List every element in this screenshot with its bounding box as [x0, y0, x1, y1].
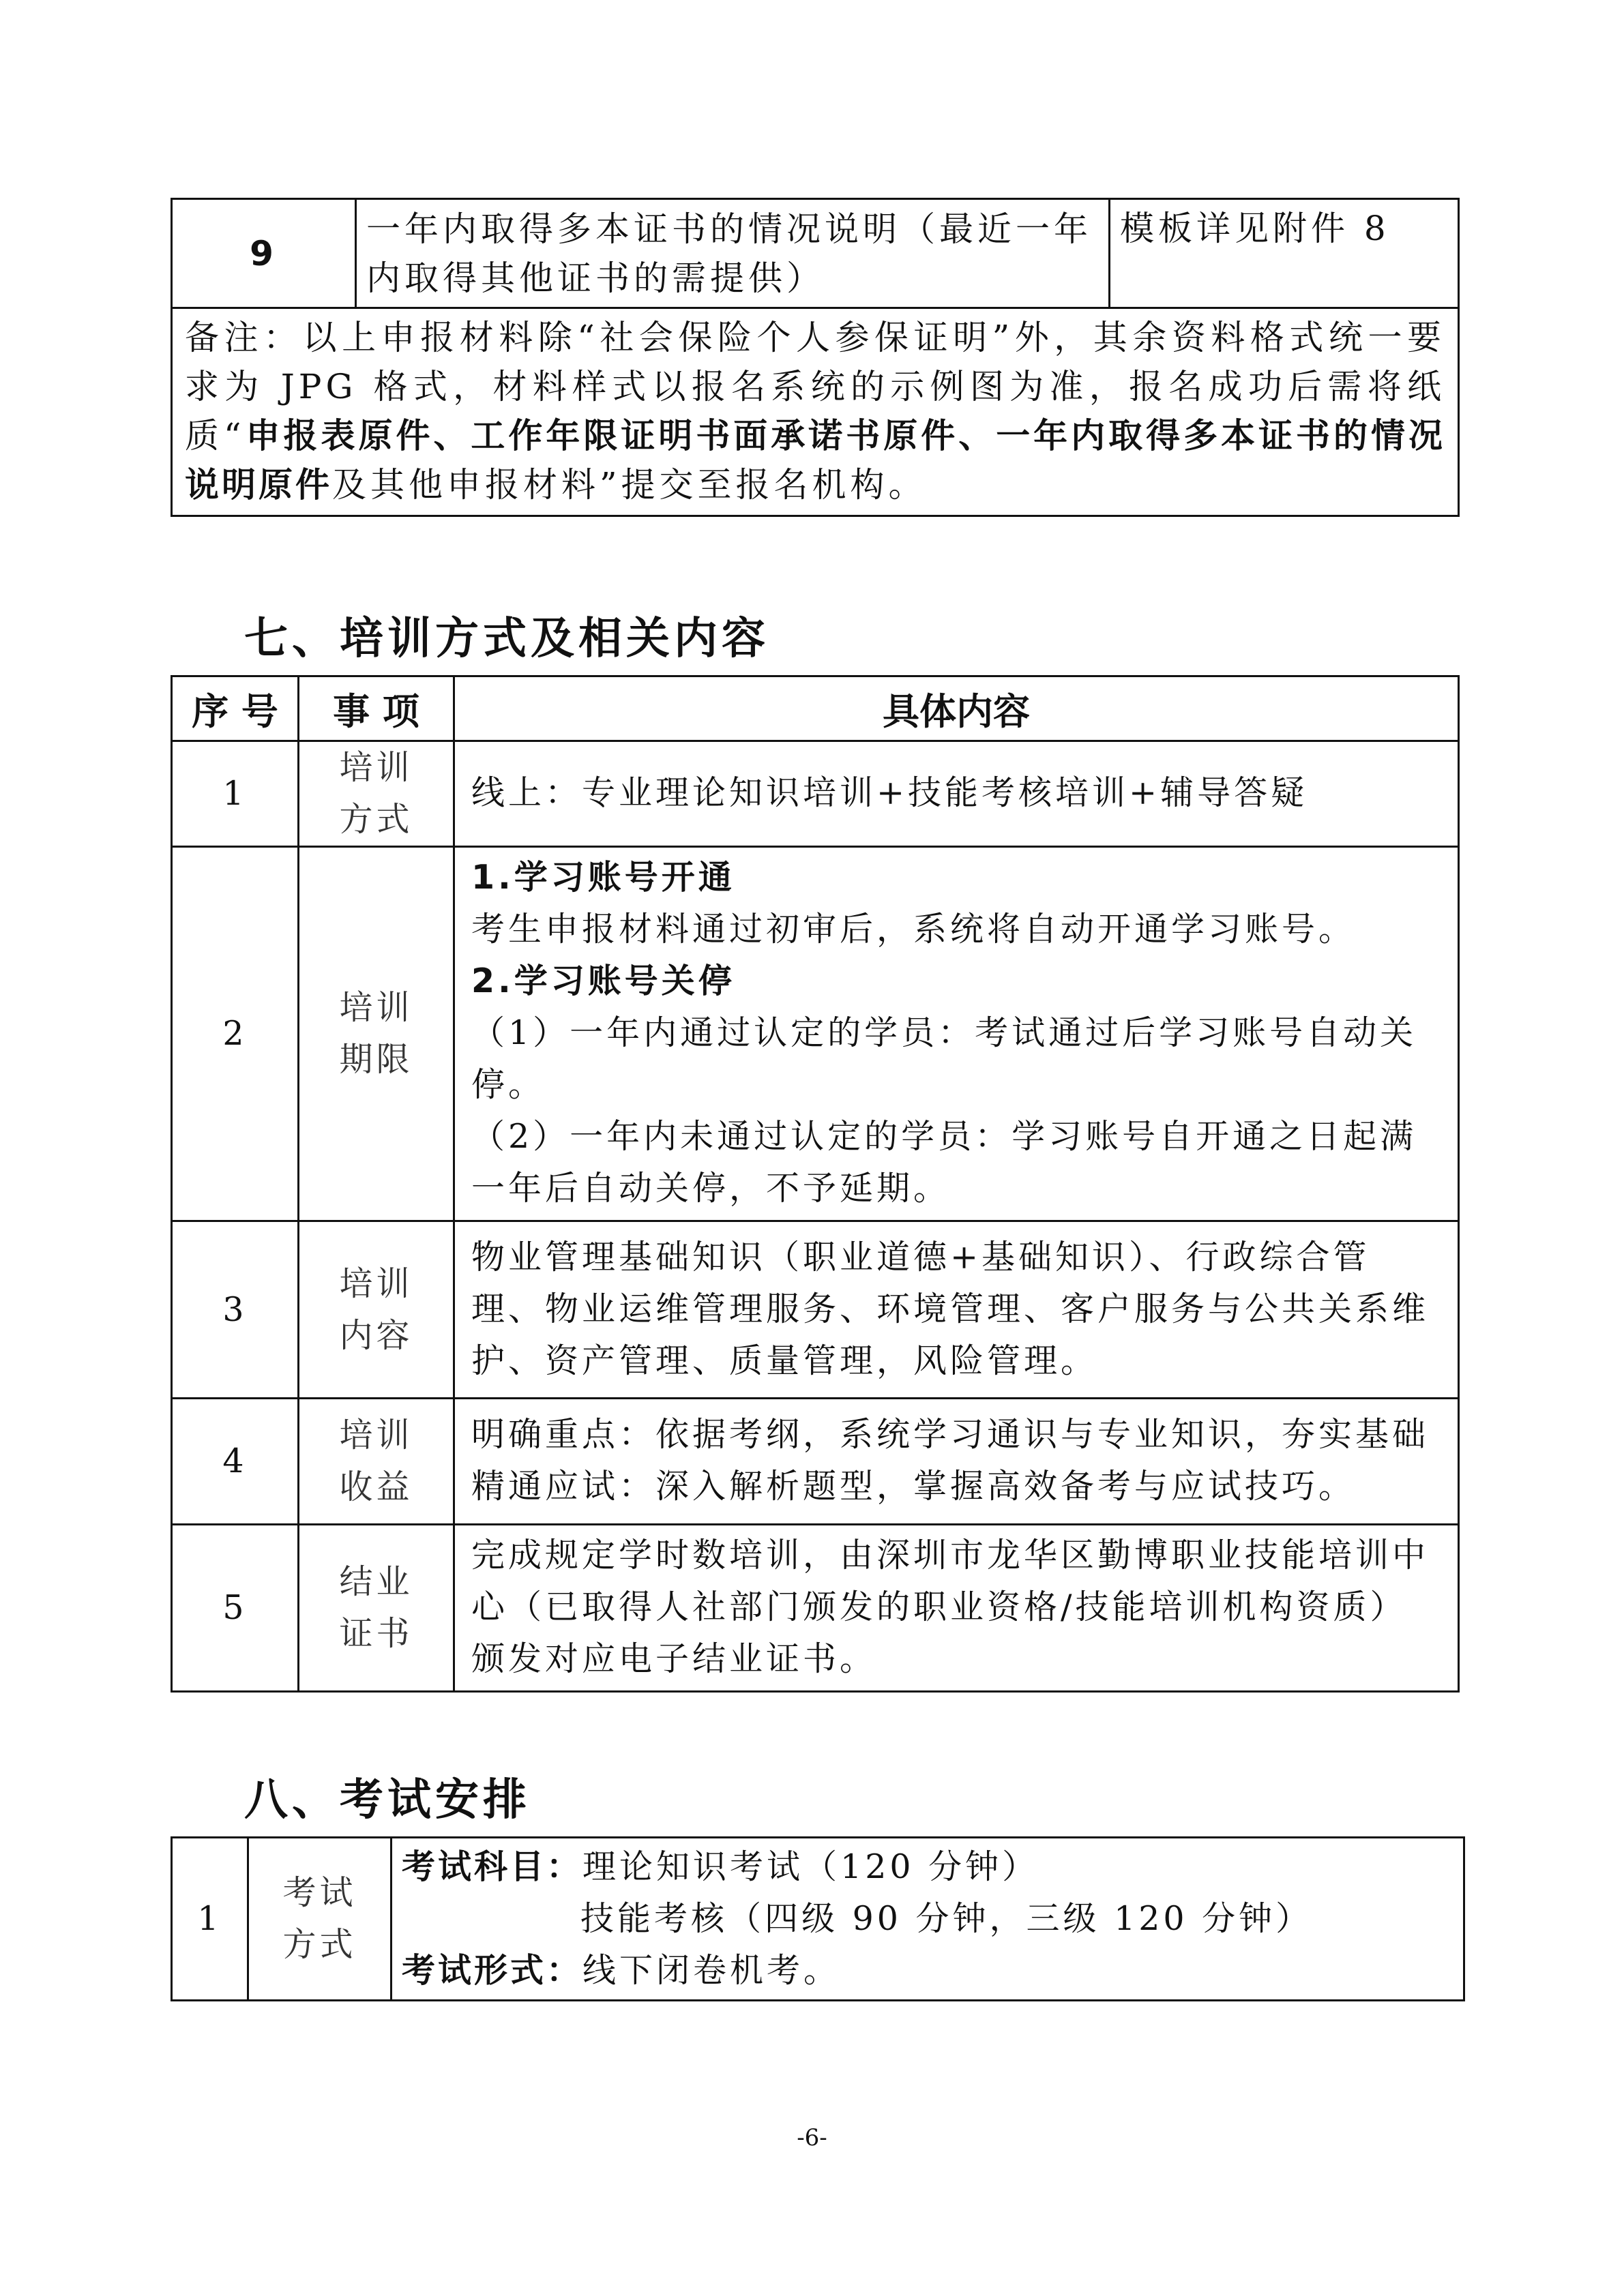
row-item [299, 741, 454, 847]
row-item [299, 1221, 454, 1399]
row-index: 1 [172, 1838, 248, 2001]
section-title-exam: 八、考试安排 [244, 1775, 531, 1825]
row-content: 完成规定学时数培训，由深圳市龙华区勤博职业技能培训中心（已取得人社部门颁发的职业资格/技能培训机构资质）颁发对应电子结业证书。 [454, 1525, 1459, 1692]
exam-subject-value: 技能考核（四级 90 分钟，三级 120 分钟） [580, 1899, 1313, 1938]
row-item [248, 1838, 392, 2001]
row-item [299, 847, 454, 1221]
material-description: 一年内取得多本证书的情况说明（最近一年内取得其他证书的需提供） [356, 199, 1110, 308]
table-row [172, 1838, 1464, 2001]
table-row [172, 308, 1459, 516]
row-item-line: 证书 [339, 1614, 413, 1653]
content-text: （2）一年内未通过认定的学员：学习账号自开通之日起满一年后自动关停，不予延期。 [471, 1117, 1417, 1208]
content-subheading: 2.学习账号关停 [471, 961, 735, 1000]
row-content [454, 1399, 1459, 1525]
remarks-cell [172, 308, 1459, 516]
table-row [172, 847, 1459, 1221]
page-number: -6- [797, 2124, 827, 2151]
exam-table [171, 1836, 1465, 2001]
content-text: 精通应试：深入解析题型，掌握高效备考与应试技巧。 [471, 1467, 1356, 1506]
row-item-line: 培训 [339, 1416, 413, 1455]
remarks-text-end: 及其他申报材料”提交至报名机构。 [332, 465, 927, 505]
row-content: 物业管理基础知识（职业道德+基础知识）、行政综合管理、物业运维管理服务、环境管理、客户服务与公共关系维护、资产管理、质量管理，风险管理。 [454, 1221, 1459, 1399]
header-content: 具体内容 [454, 676, 1459, 741]
content-text: 明确重点：依据考纲，系统学习通识与专业知识，夯实基础 [471, 1415, 1430, 1454]
row-index: 1 [172, 741, 299, 847]
row-item [299, 1399, 454, 1525]
row-item-line: 培训 [339, 1264, 413, 1303]
remarks-bold-text: 申报表原件、工作年限证明书面承诺书原件、一年内取得多本证书的情况说明原件 [185, 416, 1445, 505]
row-number: 9 [172, 199, 356, 308]
table-row [172, 741, 1459, 847]
row-item-line: 内容 [339, 1315, 413, 1355]
row-index: 5 [172, 1525, 299, 1692]
row-content: 线上：专业理论知识培训+技能考核培训+辅导答疑 [454, 741, 1459, 847]
content-text: 考生申报材料通过初审后，系统将自动开通学习账号。 [471, 910, 1356, 949]
exam-subject-label: 考试科目： [402, 1847, 583, 1886]
row-content [454, 847, 1459, 1221]
exam-form-value: 线下闭卷机考。 [582, 1951, 841, 1990]
row-item-line: 期限 [339, 1040, 413, 1079]
template-reference: 模板详见附件 8 [1110, 199, 1459, 308]
header-item: 事 项 [299, 676, 454, 741]
section-title-training: 七、培训方式及相关内容 [244, 614, 769, 664]
header-index: 序 号 [172, 676, 299, 741]
remarks-text: 备注：以上申报材料除“社会保险个人参保证明”外，其余资料格式统一要求为 JPG 格式，材料样式以报名系统的示例图为准，报名成功后需将纸质“ [185, 318, 1445, 456]
table-row [172, 1221, 1459, 1399]
row-item-line: 考试 [282, 1873, 357, 1912]
row-index: 3 [172, 1221, 299, 1399]
row-index: 2 [172, 847, 299, 1221]
exam-subject-value: 理论知识考试（120 分钟） [582, 1847, 1039, 1886]
row-item [299, 1525, 454, 1692]
training-table [171, 675, 1460, 1693]
table-row [172, 1525, 1459, 1692]
row-index: 4 [172, 1399, 299, 1525]
content-text: （1）一年内通过认定的学员：考试通过后学习账号自动关停。 [471, 1013, 1417, 1104]
row-item-line: 培训 [339, 988, 413, 1027]
table-row [172, 1399, 1459, 1525]
table-row [172, 199, 1459, 308]
row-item-line: 结业 [339, 1562, 413, 1601]
row-item-line: 收益 [339, 1467, 413, 1506]
exam-form-label: 考试形式： [402, 1951, 583, 1990]
materials-table-continuation [171, 198, 1460, 517]
table-header-row [172, 676, 1459, 741]
content-subheading: 1.学习账号开通 [471, 858, 735, 897]
row-content [392, 1838, 1464, 2001]
row-item-line: 培训 [339, 748, 413, 787]
row-item-line: 方式 [339, 800, 413, 839]
row-item-line: 方式 [282, 1925, 357, 1964]
